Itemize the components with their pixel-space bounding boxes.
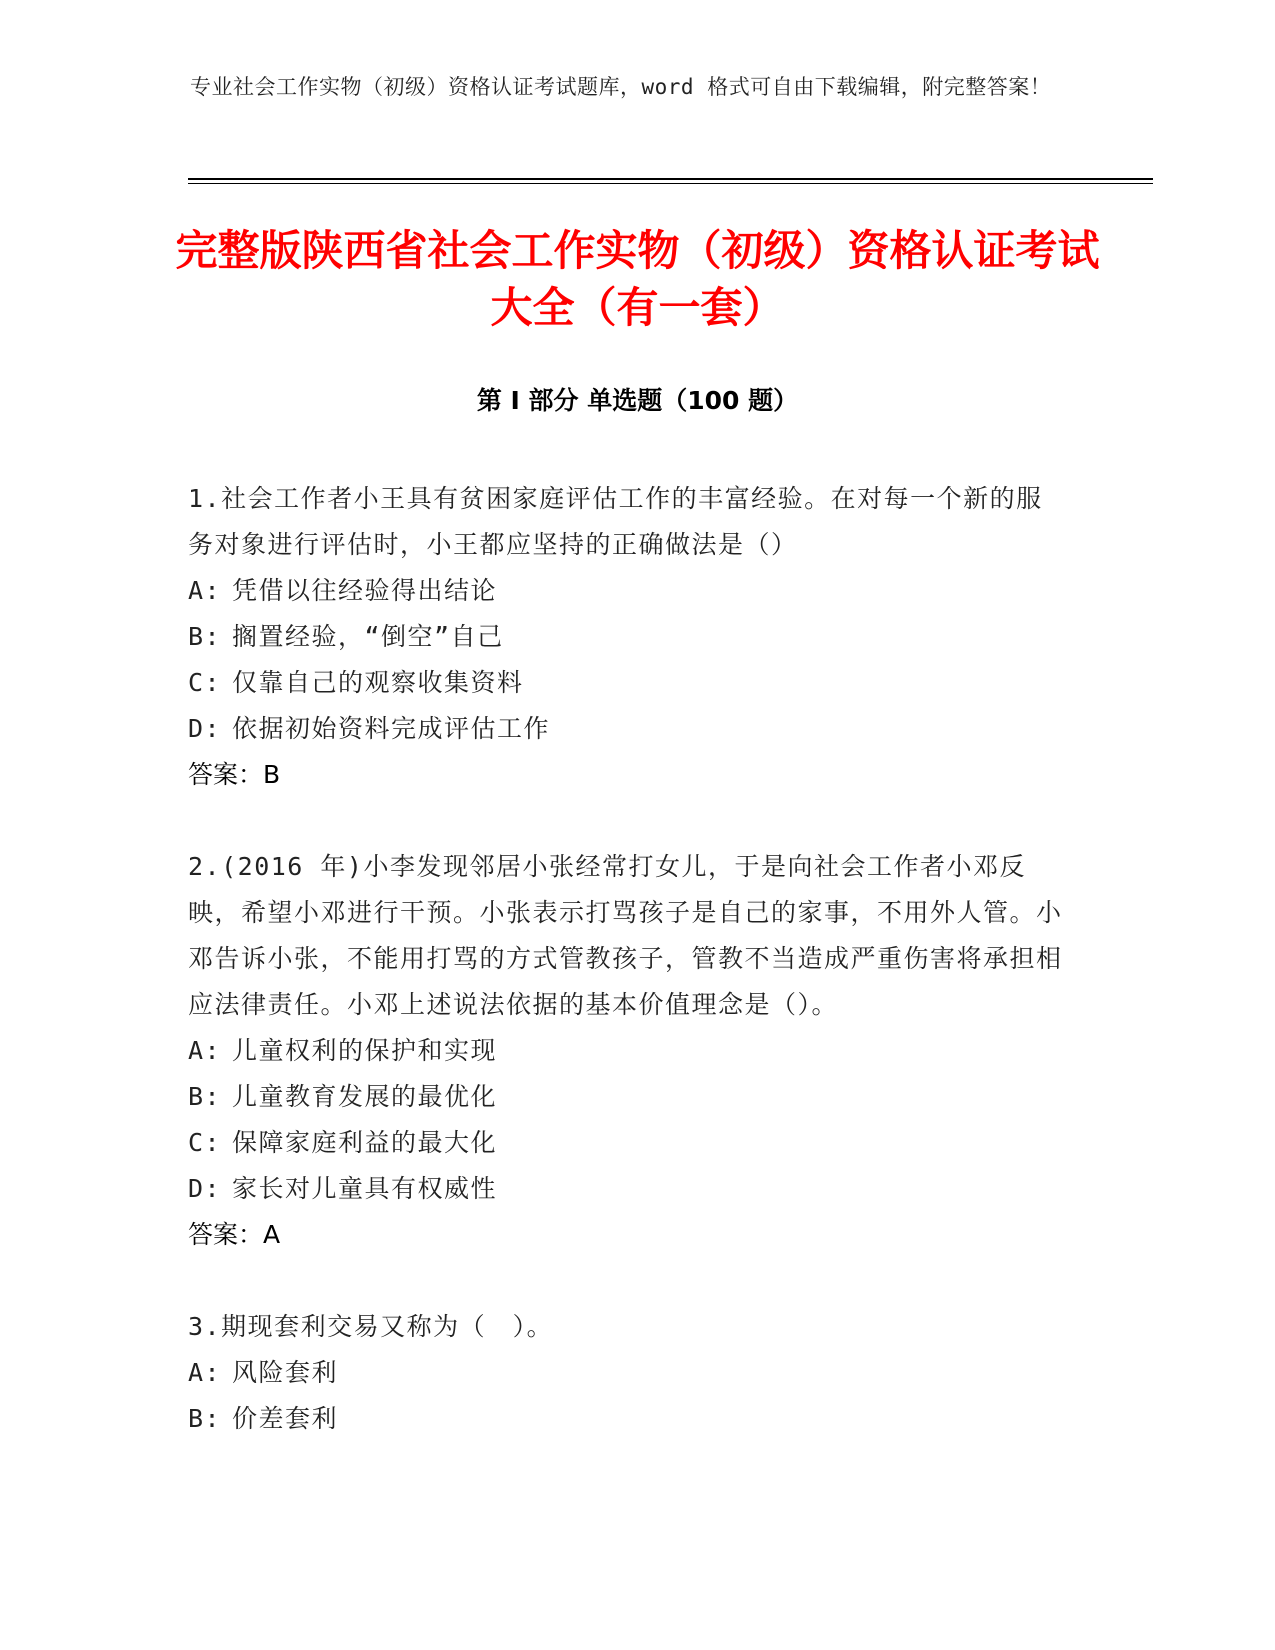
option-d xyxy=(188,1166,1068,1212)
question-list xyxy=(188,476,1068,1488)
option-text: 仅靠自己的观察收集资料 xyxy=(232,668,524,697)
question-stem: 1.社会工作者小王具有贫困家庭评估工作的丰富经验。在对每一个新的服务对象进行评估时，小王都应坚持的正确做法是（） xyxy=(188,484,1043,559)
option-text: 凭借以往经验得出结论 xyxy=(232,576,498,605)
document-title: 完整版陕西省社会工作实物（初级）资格认证考试大全（有一套） xyxy=(175,226,1100,332)
option-text: 保障家庭利益的最大化 xyxy=(232,1128,498,1157)
option-c xyxy=(188,1120,1068,1166)
header-rule-thin xyxy=(188,183,1153,184)
option-b xyxy=(188,1396,1068,1442)
option-letter: D: xyxy=(188,714,222,743)
option-a xyxy=(188,1028,1068,1074)
option-letter: B: xyxy=(188,1404,222,1433)
question-stem: 2.(2016 年)小李发现邻居小张经常打女儿，于是向社会工作者小邓反映，希望小邓进行干预。小张表示打骂孩子是自己的家事，不用外人管。小邓告诉小张，不能用打骂的方式管教孩子，管教不当造成严重伤害将承担相应法律责任。小邓上述说法依据的基本价值理念是（）。 xyxy=(188,852,1063,1019)
option-text: 儿童权利的保护和实现 xyxy=(232,1036,498,1065)
option-text: 价差套利 xyxy=(232,1404,339,1433)
header-rule-thick xyxy=(188,178,1153,180)
option-letter: C: xyxy=(188,668,222,697)
option-c xyxy=(188,660,1068,706)
question-3 xyxy=(188,1304,1068,1442)
header-note: 专业社会工作实物（初级）资格认证考试题库，word 格式可自由下载编辑，附完整答案！ xyxy=(190,75,1052,99)
option-text: 家长对儿童具有权威性 xyxy=(232,1174,498,1203)
option-letter: A: xyxy=(188,576,222,605)
option-letter: C: xyxy=(188,1128,222,1157)
option-text: 儿童教育发展的最优化 xyxy=(232,1082,498,1111)
section-heading: 第 I 部分 单选题（100 题） xyxy=(476,386,799,415)
option-b xyxy=(188,1074,1068,1120)
option-letter: B: xyxy=(188,1082,222,1111)
option-letter: D: xyxy=(188,1174,222,1203)
option-d xyxy=(188,706,1068,752)
option-a xyxy=(188,568,1068,614)
option-text: 搁置经验，“倒空”自己 xyxy=(232,622,504,651)
option-text: 依据初始资料完成评估工作 xyxy=(232,714,551,743)
question-1 xyxy=(188,476,1068,798)
question-stem: 3.期现套利交易又称为（ ）。 xyxy=(188,1312,554,1341)
answer-line: 答案：A xyxy=(188,1220,281,1249)
option-letter: A: xyxy=(188,1358,222,1387)
option-a xyxy=(188,1350,1068,1396)
option-letter: A: xyxy=(188,1036,222,1065)
question-2 xyxy=(188,844,1068,1258)
option-letter: B: xyxy=(188,622,222,651)
option-text: 风险套利 xyxy=(232,1358,339,1387)
answer-line: 答案：B xyxy=(188,760,281,789)
option-b xyxy=(188,614,1068,660)
